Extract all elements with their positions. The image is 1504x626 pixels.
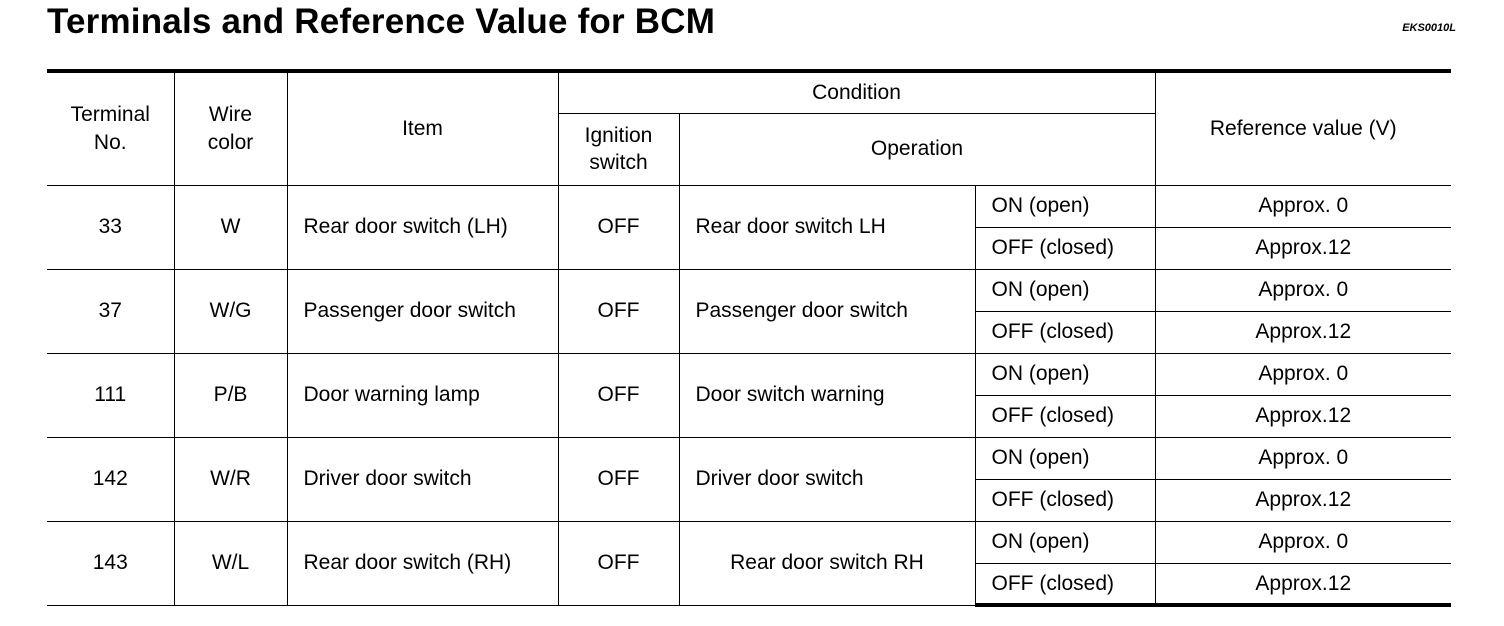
terminal-cell: 143 [47, 521, 174, 605]
wire-color-cell: W/L [174, 521, 287, 605]
terminal-cell: 111 [47, 353, 174, 437]
header-wire-color: Wire color [174, 71, 287, 185]
state-cell: ON (open) [975, 269, 1155, 311]
reference-value-cell: Approx. 0 [1155, 269, 1451, 311]
reference-value-cell: Approx. 0 [1155, 185, 1451, 227]
reference-value-cell: Approx.12 [1155, 395, 1451, 437]
table-header [47, 71, 1451, 185]
item-cell: Door warning lamp [287, 353, 558, 437]
header-condition: Condition [558, 71, 1155, 113]
table-row [47, 185, 1451, 227]
item-cell: Passenger door switch [287, 269, 558, 353]
state-cell: OFF (closed) [975, 227, 1155, 269]
reference-value-cell: Approx. 0 [1155, 437, 1451, 479]
table-row [47, 521, 1451, 563]
operation-cell: Rear door switch LH [679, 185, 975, 269]
table-row [47, 353, 1451, 395]
item-cell: Driver door switch [287, 437, 558, 521]
wire-color-cell: W/G [174, 269, 287, 353]
state-cell: OFF (closed) [975, 311, 1155, 353]
ignition-cell: OFF [558, 353, 679, 437]
wire-color-cell: P/B [174, 353, 287, 437]
header-ignition-switch: Ignition switch [558, 113, 679, 185]
bcm-terminal-table [47, 69, 1451, 607]
state-cell: ON (open) [975, 437, 1155, 479]
operation-cell: Driver door switch [679, 437, 975, 521]
reference-value-cell: Approx.12 [1155, 563, 1451, 605]
state-cell: OFF (closed) [975, 563, 1155, 605]
header-operation: Operation [679, 113, 1155, 185]
reference-value-cell: Approx.12 [1155, 227, 1451, 269]
state-cell: OFF (closed) [975, 479, 1155, 521]
document-code: EKS0010L [1402, 22, 1456, 34]
state-cell: OFF (closed) [975, 395, 1155, 437]
ignition-cell: OFF [558, 521, 679, 605]
item-cell: Rear door switch (LH) [287, 185, 558, 269]
item-cell: Rear door switch (RH) [287, 521, 558, 605]
wire-color-cell: W/R [174, 437, 287, 521]
ignition-cell: OFF [558, 269, 679, 353]
reference-value-cell: Approx.12 [1155, 479, 1451, 521]
reference-value-cell: Approx. 0 [1155, 353, 1451, 395]
terminal-cell: 33 [47, 185, 174, 269]
reference-value-cell: Approx.12 [1155, 311, 1451, 353]
state-cell: ON (open) [975, 353, 1155, 395]
header-reference-value: Reference value (V) [1155, 71, 1451, 185]
operation-cell: Door switch warning [679, 353, 975, 437]
table-row [47, 269, 1451, 311]
ignition-cell: OFF [558, 437, 679, 521]
terminal-cell: 37 [47, 269, 174, 353]
state-cell: ON (open) [975, 185, 1155, 227]
header-item: Item [287, 71, 558, 185]
header-terminal-no: Terminal No. [47, 71, 174, 185]
operation-cell: Passenger door switch [679, 269, 975, 353]
terminal-cell: 142 [47, 437, 174, 521]
reference-value-cell: Approx. 0 [1155, 521, 1451, 563]
table-body [47, 185, 1451, 605]
state-cell: ON (open) [975, 521, 1155, 563]
wire-color-cell: W [174, 185, 287, 269]
ignition-cell: OFF [558, 185, 679, 269]
operation-cell: Rear door switch RH [679, 521, 975, 605]
page-title: Terminals and Reference Value for BCM [47, 2, 716, 41]
table-row [47, 437, 1451, 479]
